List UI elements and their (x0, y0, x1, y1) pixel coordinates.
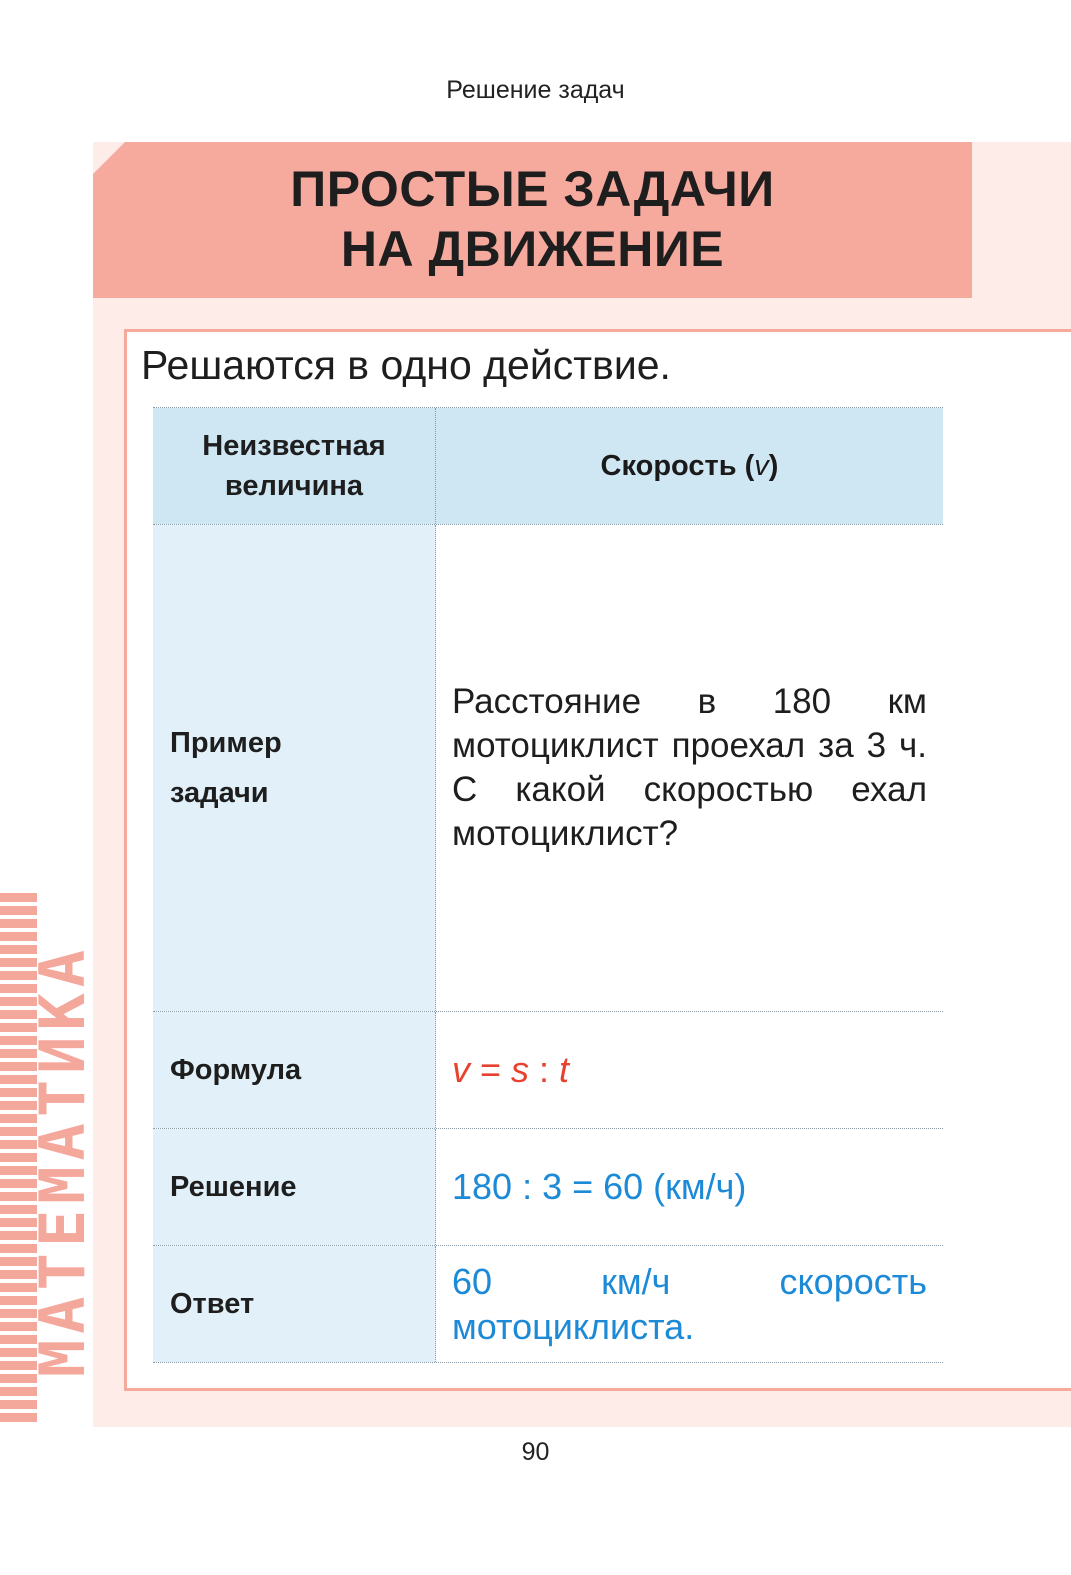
table-row-answer (153, 1246, 943, 1363)
section-title (93, 159, 972, 279)
motion-task-table (153, 407, 943, 1363)
table-header-row (153, 407, 943, 525)
formula-label: Формула (153, 1012, 436, 1128)
example-label-line-2: задачи (170, 777, 269, 809)
formula-t: t (559, 1049, 570, 1090)
answer-label: Ответ (153, 1246, 436, 1362)
header-left-line-2: величина (224, 470, 364, 502)
table-row-example (153, 525, 943, 1012)
solution-cell (436, 1129, 943, 1245)
header-speed-var: v (754, 449, 769, 482)
example-label-line-1: Пример (170, 727, 282, 759)
formula-s: s (511, 1049, 530, 1090)
title-line-2: НА ДВИЖЕНИЕ (340, 221, 725, 277)
formula-expression (452, 1049, 569, 1091)
table-row-solution (153, 1129, 943, 1246)
formula-div: : (529, 1049, 560, 1090)
title-line-1: ПРОСТЫЕ ЗАДАЧИ (290, 161, 775, 217)
answer-text: 60 км/ч скорость мотоциклиста. (452, 1261, 927, 1347)
formula-cell (436, 1012, 943, 1128)
side-subject-label (26, 895, 100, 1425)
solution-text: 180 : 3 = 60 (км/ч) (452, 1166, 747, 1207)
header-speed-close: ) (768, 449, 779, 482)
formula-eq: = (470, 1049, 512, 1090)
example-label (153, 525, 436, 1011)
formula-v: v (452, 1049, 470, 1090)
header-speed (436, 408, 943, 524)
table-row-formula (153, 1012, 943, 1129)
side-subject-text: МАТЕМАТИКА (26, 943, 100, 1377)
running-head: Решение задач (446, 76, 625, 104)
header-unknown-quantity (153, 408, 436, 524)
example-text: Расстояние в 180 км мотоциклист проехал за 3 ч. С какой скоростью ехал мотоциклист? (452, 682, 927, 853)
page-number: 90 (521, 1438, 550, 1466)
solution-label: Решение (153, 1129, 436, 1245)
intro-text: Решаются в одно действие. (141, 342, 671, 388)
example-cell (436, 525, 943, 1011)
header-left-line-1: Неизвестная (202, 430, 386, 462)
header-speed-text: Скорость ( (600, 449, 755, 482)
answer-cell (436, 1246, 943, 1362)
